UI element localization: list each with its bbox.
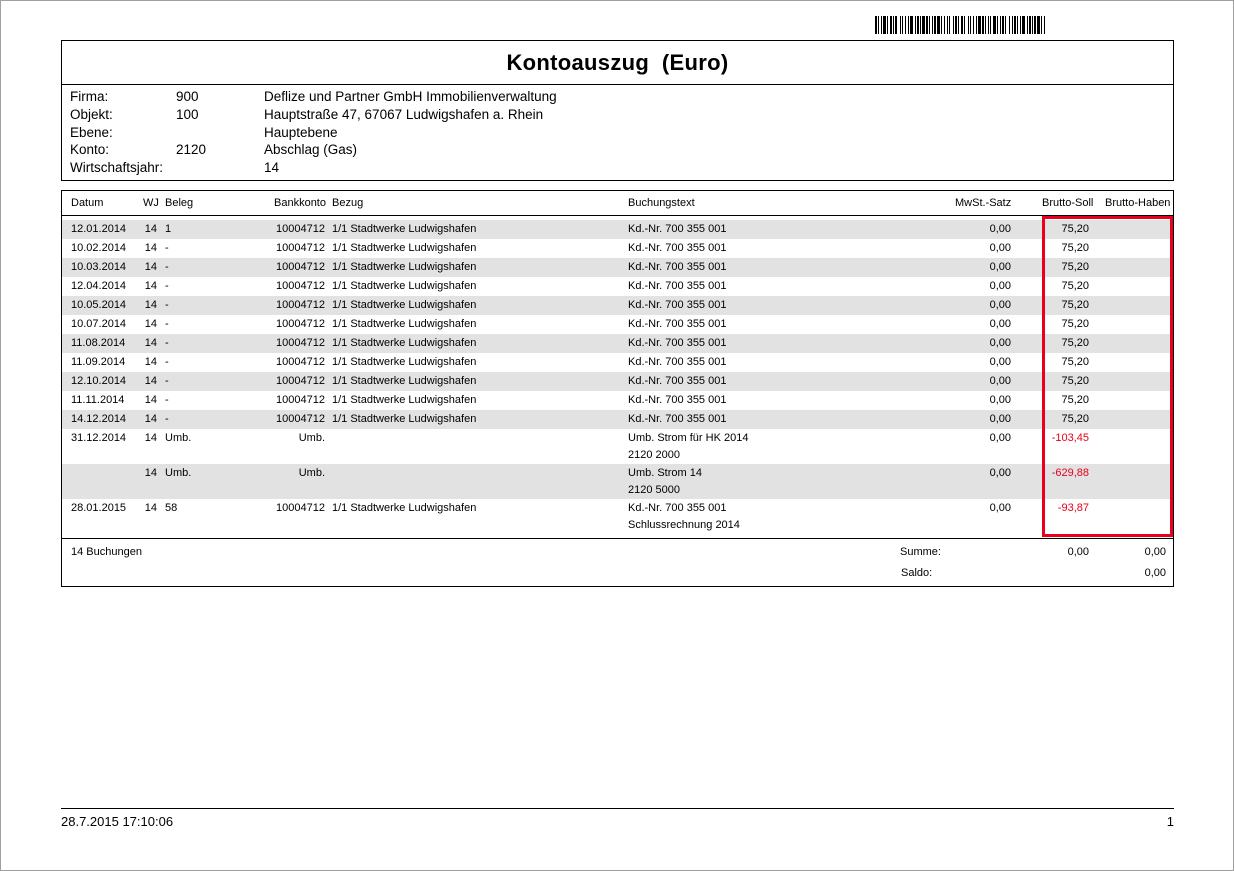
cell-buchungstext: Umb. Strom für HK 2014: [628, 432, 749, 444]
cell-buchungstext: Kd.-Nr. 700 355 001: [628, 223, 727, 235]
col-bankkonto: Bankkonto: [274, 197, 326, 209]
cell-datum: 11.11.2014: [71, 394, 125, 406]
table-row: [62, 315, 1173, 334]
info-value: Hauptstraße 47, 67067 Ludwigshafen a. Rhein: [264, 107, 544, 122]
cell-bankkonto: 10004712: [276, 375, 325, 387]
table-row: [62, 239, 1173, 258]
cell-mwst: 0,00: [989, 337, 1011, 349]
cell-mwst: 0,00: [989, 413, 1011, 425]
cell-mwst: 0,00: [989, 394, 1011, 406]
cell-mwst: 0,00: [989, 356, 1011, 368]
cell-wj: 14: [144, 394, 157, 406]
cell-brutto-soll: -629,88: [1051, 467, 1089, 479]
cell-beleg: -: [165, 280, 169, 292]
cell-datum: 11.08.2014: [71, 337, 126, 349]
cell-bankkonto: 10004712: [276, 502, 325, 514]
cell-buchungstext-line2: Schlussrechnung 2014: [628, 519, 740, 531]
cell-mwst: 0,00: [989, 375, 1011, 387]
cell-beleg: Umb.: [165, 432, 192, 444]
cell-datum: 10.05.2014: [71, 299, 127, 311]
cell-bezug: 1/1 Stadtwerke Ludwigshafen: [332, 502, 477, 514]
cell-buchungstext: Kd.-Nr. 700 355 001: [628, 413, 727, 425]
cell-buchungstext: Kd.-Nr. 700 355 001: [628, 337, 727, 349]
cell-brutto-soll: -93,87: [1057, 502, 1089, 514]
cell-bezug: 1/1 Stadtwerke Ludwigshafen: [332, 280, 477, 292]
table-body: [62, 220, 1173, 534]
cell-beleg: -: [165, 337, 169, 349]
cell-wj: 14: [144, 467, 157, 479]
cell-wj: 14: [144, 242, 157, 254]
info-value: Deflize und Partner GmbH Immobilienverwaltung: [264, 89, 557, 104]
page-title: Kontoauszug (Euro): [506, 49, 729, 75]
cell-buchungstext: Kd.-Nr. 700 355 001: [628, 242, 727, 254]
cell-mwst: 0,00: [989, 280, 1011, 292]
table-row: [62, 372, 1173, 391]
cell-bankkonto: 10004712: [276, 299, 325, 311]
cell-wj: 14: [144, 280, 157, 292]
cell-beleg: -: [165, 242, 169, 254]
cell-brutto-soll: 75,20: [1061, 318, 1089, 330]
cell-buchungstext: Kd.-Nr. 700 355 001: [628, 502, 727, 514]
cell-buchungstext: Kd.-Nr. 700 355 001: [628, 394, 727, 406]
cell-bankkonto: 10004712: [276, 223, 325, 235]
cell-bezug: 1/1 Stadtwerke Ludwigshafen: [332, 242, 477, 254]
cell-datum: 12.10.2014: [71, 375, 127, 387]
table-row: [62, 499, 1173, 534]
col-brutto-soll: Brutto-Soll: [1042, 197, 1094, 209]
cell-wj: 14: [144, 299, 157, 311]
table-header: [62, 191, 1173, 216]
table-row: [62, 220, 1173, 239]
cell-mwst: 0,00: [989, 502, 1011, 514]
info-label: Firma:: [70, 89, 109, 104]
cell-bezug: 1/1 Stadtwerke Ludwigshafen: [332, 261, 477, 273]
cell-datum: 12.04.2014: [71, 280, 127, 292]
info-value: 14: [264, 160, 280, 175]
col-beleg: Beleg: [165, 197, 194, 209]
cell-mwst: 0,00: [989, 432, 1011, 444]
cell-wj: 14: [144, 223, 157, 235]
cell-beleg: 1: [165, 223, 172, 235]
info-number: 2120: [176, 142, 207, 157]
cell-wj: 14: [144, 432, 157, 444]
cell-brutto-soll: -103,45: [1051, 432, 1089, 444]
cell-bezug: 1/1 Stadtwerke Ludwigshafen: [332, 356, 477, 368]
info-label: Ebene:: [70, 125, 113, 140]
cell-brutto-soll: 75,20: [1061, 337, 1089, 349]
cell-bezug: 1/1 Stadtwerke Ludwigshafen: [332, 413, 477, 425]
cell-brutto-soll: 75,20: [1061, 394, 1089, 406]
cell-brutto-soll: 75,20: [1061, 375, 1089, 387]
cell-buchungstext: Kd.-Nr. 700 355 001: [628, 318, 727, 330]
cell-brutto-soll: 75,20: [1061, 223, 1089, 235]
table-row: [62, 334, 1173, 353]
barcode: [875, 16, 1173, 34]
page-number: 1: [1166, 814, 1174, 829]
table-row: [62, 391, 1173, 410]
cell-wj: 14: [144, 337, 157, 349]
booking-count: 14 Buchungen: [71, 546, 142, 558]
cell-bezug: 1/1 Stadtwerke Ludwigshafen: [332, 223, 477, 235]
table-row: [62, 353, 1173, 372]
cell-wj: 14: [144, 356, 157, 368]
cell-bankkonto: Umb.: [298, 432, 325, 444]
cell-mwst: 0,00: [989, 318, 1011, 330]
cell-bankkonto: 10004712: [276, 318, 325, 330]
col-buchungstext: Buchungstext: [628, 197, 695, 209]
cell-beleg: -: [165, 375, 169, 387]
footer-divider: [61, 808, 1174, 809]
col-mwst: MwSt.-Satz: [955, 197, 1012, 209]
table-row: [62, 296, 1173, 315]
cell-buchungstext: Kd.-Nr. 700 355 001: [628, 261, 727, 273]
cell-buchungstext: Kd.-Nr. 700 355 001: [628, 356, 727, 368]
summary-box: [61, 538, 1174, 587]
cell-wj: 14: [144, 261, 157, 273]
cell-bezug: 1/1 Stadtwerke Ludwigshafen: [332, 375, 477, 387]
cell-datum: 11.09.2014: [71, 356, 126, 368]
col-bezug: Bezug: [332, 197, 364, 209]
cell-datum: 12.01.2014: [71, 223, 127, 235]
cell-datum: 31.12.2014: [71, 432, 127, 444]
cell-buchungstext: Umb. Strom 14: [628, 467, 702, 479]
cell-bankkonto: 10004712: [276, 280, 325, 292]
table-row: [62, 258, 1173, 277]
cell-buchungstext: Kd.-Nr. 700 355 001: [628, 299, 727, 311]
cell-datum: 10.07.2014: [71, 318, 127, 330]
cell-beleg: -: [165, 318, 169, 330]
cell-buchungstext: Kd.-Nr. 700 355 001: [628, 280, 727, 292]
info-number: 900: [176, 89, 199, 104]
cell-brutto-soll: 75,20: [1061, 261, 1089, 273]
cell-brutto-soll: 75,20: [1061, 413, 1089, 425]
cell-bezug: 1/1 Stadtwerke Ludwigshafen: [332, 394, 477, 406]
cell-beleg: -: [165, 394, 169, 406]
cell-buchungstext-line2: 2120 2000: [628, 449, 680, 461]
cell-wj: 14: [144, 502, 157, 514]
cell-mwst: 0,00: [989, 261, 1011, 273]
cell-bankkonto: 10004712: [276, 261, 325, 273]
info-value: Hauptebene: [264, 125, 338, 140]
cell-bankkonto: 10004712: [276, 356, 325, 368]
cell-mwst: 0,00: [989, 299, 1011, 311]
cell-bankkonto: 10004712: [276, 242, 325, 254]
account-info: [61, 84, 1174, 181]
summe-haben: 0,00: [1144, 546, 1166, 558]
cell-mwst: 0,00: [989, 242, 1011, 254]
cell-buchungstext-line2: 2120 5000: [628, 484, 680, 496]
summe-soll: 0,00: [1067, 546, 1089, 558]
cell-beleg: Umb.: [165, 467, 192, 479]
cell-wj: 14: [144, 318, 157, 330]
print-timestamp: 28.7.2015 17:10:06: [61, 814, 174, 829]
info-label: Konto:: [70, 142, 110, 157]
col-brutto-haben: Brutto-Haben: [1105, 197, 1171, 209]
cell-datum: 28.01.2015: [71, 502, 127, 514]
cell-buchungstext: Kd.-Nr. 700 355 001: [628, 375, 727, 387]
cell-bezug: 1/1 Stadtwerke Ludwigshafen: [332, 299, 477, 311]
cell-datum: 10.02.2014: [71, 242, 127, 254]
cell-brutto-soll: 75,20: [1061, 356, 1089, 368]
cell-beleg: -: [165, 356, 169, 368]
cell-beleg: -: [165, 299, 169, 311]
cell-bankkonto: 10004712: [276, 413, 325, 425]
cell-bezug: 1/1 Stadtwerke Ludwigshafen: [332, 318, 477, 330]
cell-mwst: 0,00: [989, 223, 1011, 235]
cell-bankkonto: 10004712: [276, 337, 325, 349]
table-row: [62, 410, 1173, 429]
cell-wj: 14: [144, 375, 157, 387]
cell-mwst: 0,00: [989, 467, 1011, 479]
cell-bezug: 1/1 Stadtwerke Ludwigshafen: [332, 337, 477, 349]
saldo-label: Saldo:: [901, 567, 933, 579]
info-label: Wirtschaftsjahr:: [70, 160, 164, 175]
cell-beleg: -: [165, 261, 169, 273]
cell-datum: 14.12.2014: [71, 413, 127, 425]
info-value: Abschlag (Gas): [264, 142, 358, 157]
transactions-table: [61, 190, 1174, 539]
info-label: Objekt:: [70, 107, 113, 122]
col-wj: WJ: [143, 197, 159, 209]
cell-wj: 14: [144, 413, 157, 425]
title-box: [61, 40, 1174, 85]
cell-brutto-soll: 75,20: [1061, 280, 1089, 292]
cell-datum: 10.03.2014: [71, 261, 127, 273]
cell-beleg: -: [165, 413, 169, 425]
cell-bankkonto: Umb.: [298, 467, 325, 479]
summe-label: Summe:: [900, 546, 941, 558]
col-datum: Datum: [71, 197, 104, 209]
cell-brutto-soll: 75,20: [1061, 299, 1089, 311]
saldo-value: 0,00: [1144, 567, 1166, 579]
cell-brutto-soll: 75,20: [1061, 242, 1089, 254]
table-row: [62, 429, 1173, 464]
table-row: [62, 277, 1173, 296]
cell-beleg: 58: [165, 502, 178, 514]
table-row: [62, 464, 1173, 499]
info-number: 100: [176, 107, 199, 122]
cell-bankkonto: 10004712: [276, 394, 325, 406]
